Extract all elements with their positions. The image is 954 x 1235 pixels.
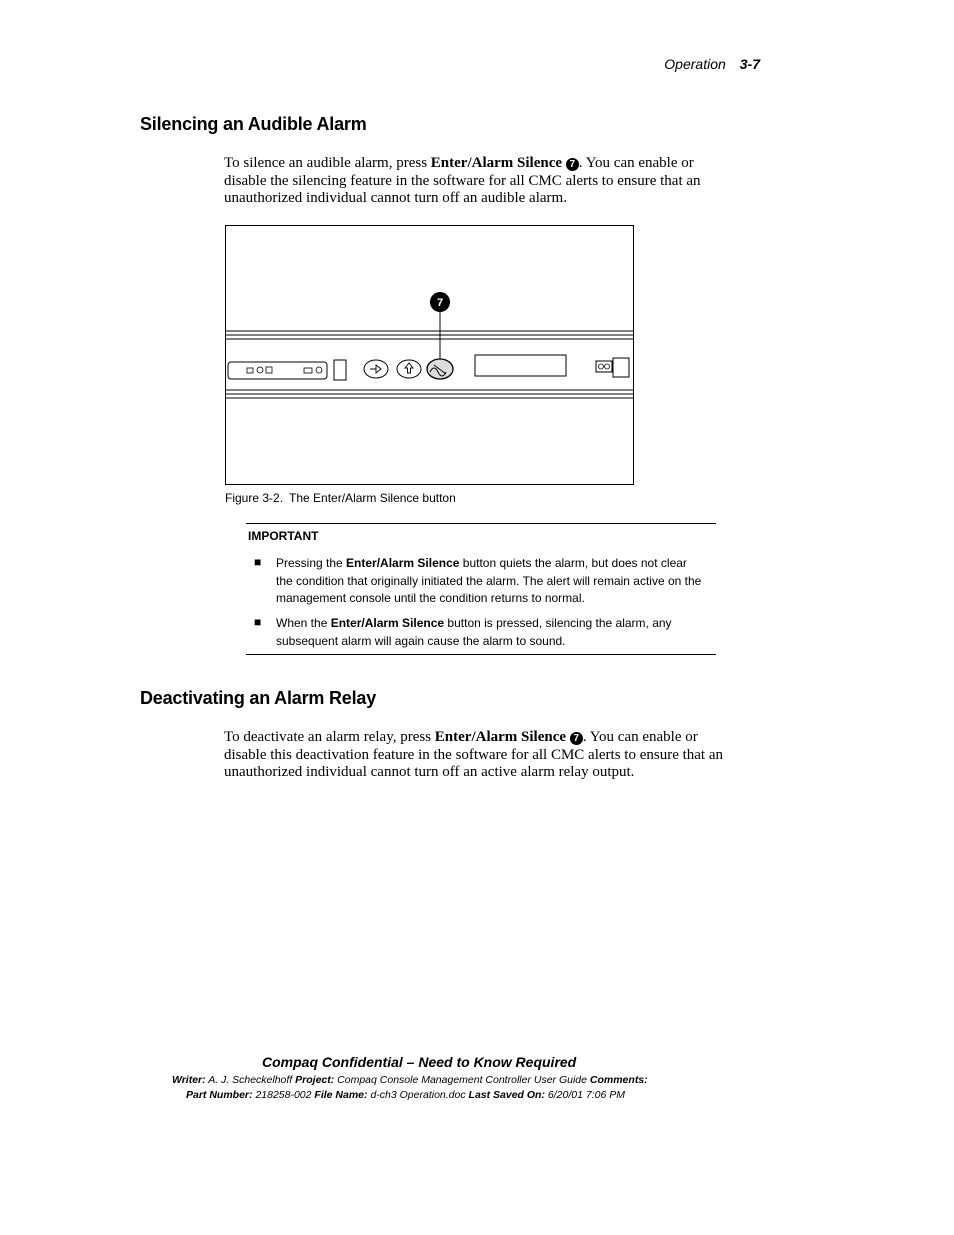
footer-confidential: Compaq Confidential – Need to Know Required xyxy=(262,1054,577,1070)
label: Part Number: xyxy=(186,1089,253,1101)
button-name: Enter/Alarm Silence xyxy=(430,155,563,171)
section-heading-silencing: Silencing an Audible Alarm xyxy=(140,114,367,134)
label: Writer: xyxy=(172,1074,206,1086)
text: To silence an audible alarm, press xyxy=(224,155,431,171)
button-name: Enter/Alarm Silence xyxy=(346,556,460,570)
text: . You can enable or disable the silencing feature in the software for all CMC alerts to ensure that an unauthorized individual cannot turn off an audible alarm. xyxy=(224,155,701,206)
file-name: d-ch3 Operation.doc xyxy=(370,1089,466,1101)
text: button is pressed, silencing the alarm, any subsequent alarm will again cause the alarm to sound. xyxy=(276,616,672,648)
caption-label: Figure 3-2. xyxy=(225,491,284,505)
figure-front-panel xyxy=(225,225,634,485)
enter-alarm-silence-button-icon xyxy=(427,359,453,379)
bullet-icon: ■ xyxy=(254,615,262,629)
up-button-icon xyxy=(397,360,421,378)
important-heading: IMPORTANT xyxy=(248,529,319,543)
status-indicator-strip xyxy=(228,362,327,379)
button-name: Enter/Alarm Silence xyxy=(330,616,445,630)
important-rule-top xyxy=(246,523,716,524)
label: Project: xyxy=(295,1074,335,1086)
text: When the xyxy=(276,616,331,630)
button-name: Enter/Alarm Silence xyxy=(434,729,567,745)
next-button-icon xyxy=(364,360,388,378)
running-head-section: Operation xyxy=(664,56,726,72)
callout-label: 7 xyxy=(436,297,444,309)
label: Comments: xyxy=(589,1074,648,1086)
page-number: 3-7 xyxy=(739,56,760,72)
label: File Name: xyxy=(314,1089,368,1101)
project: Compaq Console Management Controller User Guide xyxy=(337,1074,587,1086)
writer: A. J. Scheckelhoff xyxy=(208,1074,293,1086)
important-item xyxy=(276,615,706,650)
paragraph-relay xyxy=(224,729,724,782)
callout-number: 7 xyxy=(566,158,579,171)
text: Pressing the xyxy=(276,556,347,570)
text: To deactivate an alarm relay, press xyxy=(224,729,435,745)
text: . You can enable or disable this deactivation feature in the software for all CMC alerts to ensure that an unauthorized individual cannot turn off an active alarm relay output. xyxy=(224,729,724,780)
callout-number: 7 xyxy=(570,732,583,745)
lcd-display xyxy=(475,355,566,376)
paragraph-silencing xyxy=(224,155,724,208)
label: Last Saved On: xyxy=(468,1089,545,1101)
footer-line-2 xyxy=(186,1089,625,1101)
front-panel-illustration xyxy=(226,226,633,484)
caption-text: The Enter/Alarm Silence button xyxy=(289,491,456,505)
important-rule-bottom xyxy=(246,654,716,655)
important-item xyxy=(276,555,706,608)
text: button quiets the alarm, but does not clear the condition that originally initiated the alarm. The alert will remain active on the management console until the condition returns to normal. xyxy=(276,556,702,605)
running-head xyxy=(664,56,760,72)
section-heading-relay: Deactivating an Alarm Relay xyxy=(140,688,377,708)
power-switch-icon xyxy=(596,358,629,377)
footer-line-1 xyxy=(172,1074,648,1086)
figure-caption xyxy=(225,491,456,505)
port-cover xyxy=(334,360,346,380)
part-number: 218258-002 xyxy=(255,1089,312,1101)
last-saved: 6/20/01 7:06 PM xyxy=(547,1089,625,1101)
bullet-icon: ■ xyxy=(254,555,262,569)
